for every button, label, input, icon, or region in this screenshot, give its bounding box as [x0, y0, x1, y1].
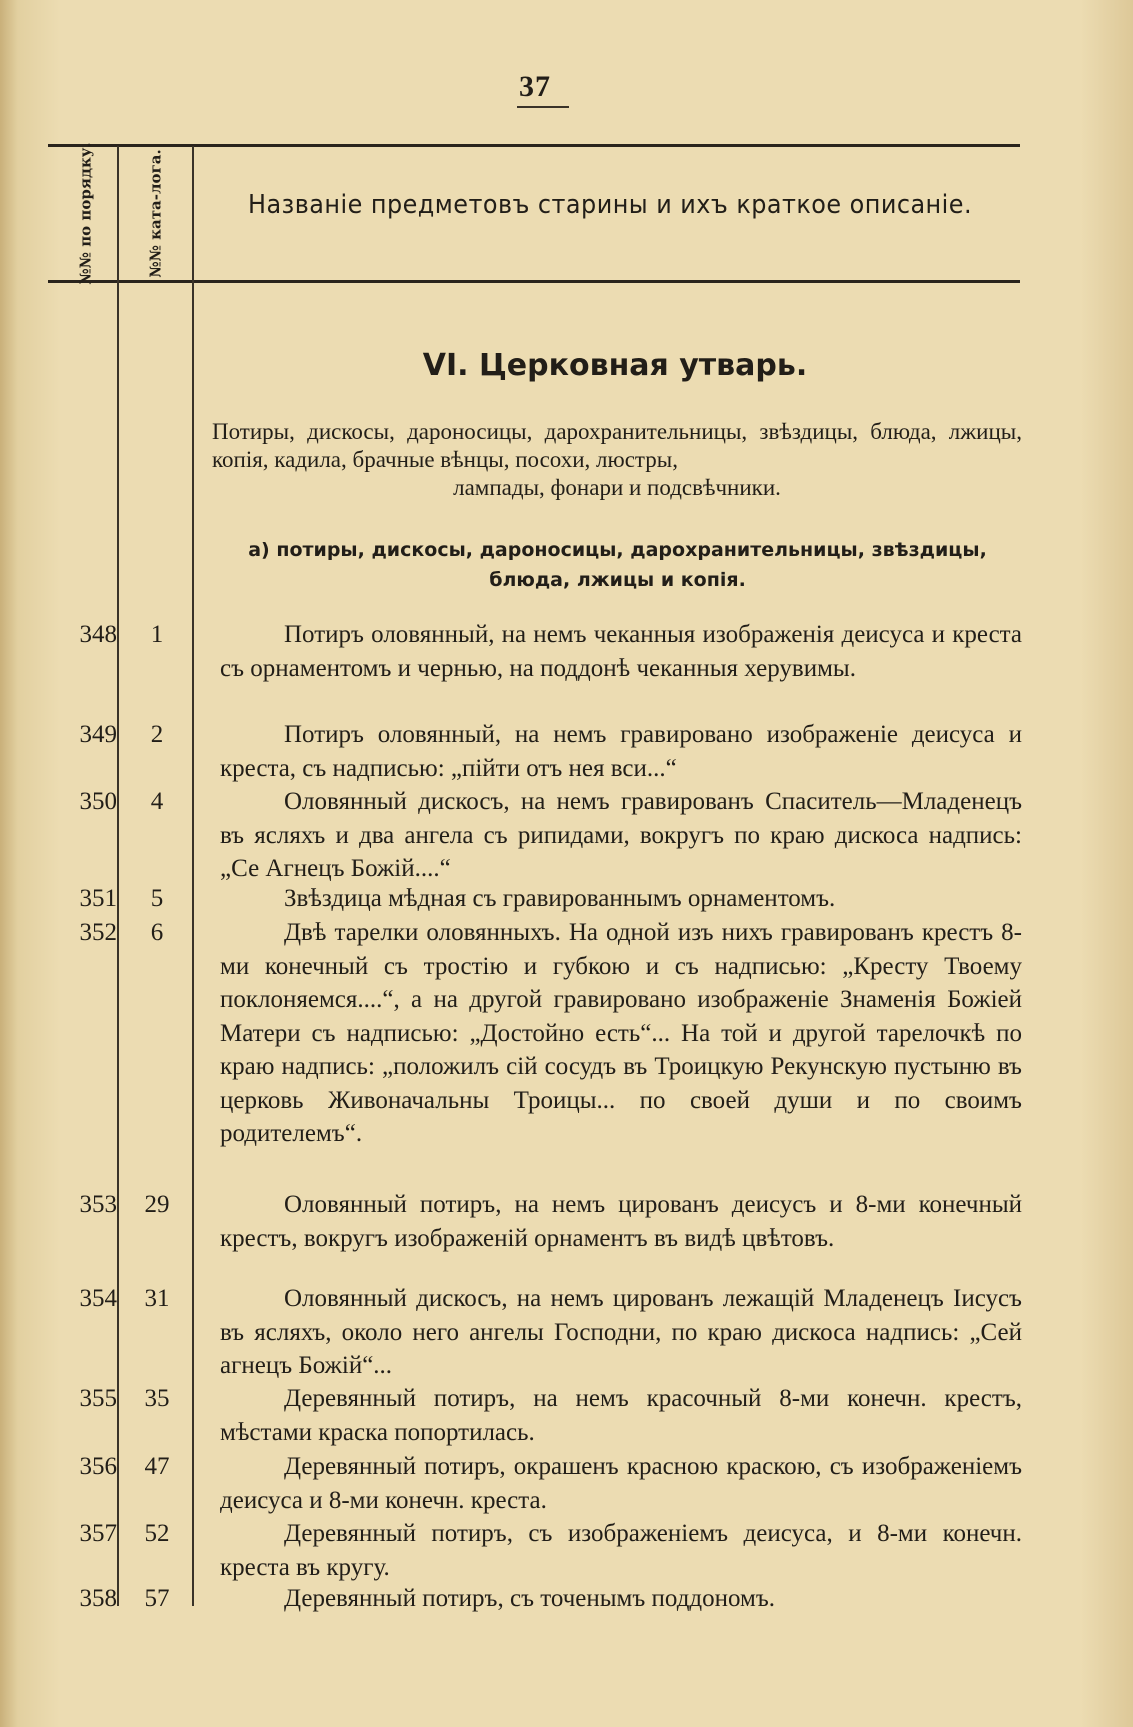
- entry-number: 349: [79, 721, 117, 748]
- entry-catalog-number: 2: [150, 721, 164, 748]
- entry-catalog-number: 35: [144, 1385, 170, 1412]
- entry-number: 352: [79, 919, 117, 946]
- column-header-title: Названіе предметовъ старины и ихъ краткое описаніе.: [247, 190, 973, 220]
- section-intro-text: Потиры, дискосы, дароносицы, дарохранительницы, звѣздицы, блюда, лжицы, копія, кадила, брачные вѣнцы, посохи, люстры,: [212, 419, 1022, 472]
- entry-description: Деревянный потиръ, окрашенъ красною краскою, съ изображеніемъ деисуса и 8-ми конечн. креста.: [220, 1453, 1022, 1514]
- entry-catalog-number: 47: [144, 1453, 170, 1480]
- column-header-order-label: №№ по порядку.: [76, 141, 95, 285]
- entry-number: 357: [79, 1520, 117, 1547]
- entry-description: Потиръ оловянный, на немъ чеканныя изображенія деисуса и креста съ орнаментомъ и чернью, на поддонѣ чеканныя херувимы.: [220, 621, 1022, 682]
- entry-number: 356: [79, 1453, 117, 1480]
- column-header-catalog: [126, 148, 186, 278]
- entry-description: Деревянный потиръ, съ изображеніемъ деисуса, и 8-ми конечн. креста въ кругу.: [220, 1520, 1022, 1581]
- entry-description: Деревянный потиръ, съ точенымъ поддономъ.: [284, 1585, 776, 1612]
- entry-description: Деревянный потиръ, на немъ красочный 8-ми конечн. крестъ, мѣстами краска попортилась.: [220, 1385, 1022, 1446]
- entry-number: 348: [79, 621, 117, 648]
- entry-description: Звѣздица мѣдная съ гравированнымъ орнаментомъ.: [284, 885, 836, 912]
- entry-description: Оловянный дискосъ, на немъ цированъ лежащій Младенецъ Іисусъ въ ясляхъ, около него ангелы Господни, по краю дискоса надпись: „Сей агнецъ Божій“...: [220, 1285, 1022, 1379]
- entry-number: 350: [79, 788, 117, 815]
- entry-catalog-number: 52: [144, 1520, 170, 1547]
- entry-catalog-number: 57: [144, 1585, 170, 1612]
- entry-number: 351: [79, 885, 117, 912]
- entry-description: Двѣ тарелки оловянныхъ. На одной изъ нихъ гравированъ крестъ 8-ми конечный съ тростію и губкою и съ надписью: „Кресту Твоему поклоняемся....“, а на другой гравировано изображеніе Знаменія Божіей Матери съ надписью: „Достойно есть“... На той и другой тарелочкѣ по краю надпись: „положилъ сій сосудъ въ Троицкую Рекунскую пустыню въ церковь Живоначальны Троицы... по своей души и по своимъ родителемъ“.: [220, 919, 1022, 1147]
- entry-catalog-number: 1: [150, 621, 164, 648]
- entry-number: 353: [79, 1191, 117, 1218]
- section-title: VI. Церковная утварь.: [422, 348, 808, 383]
- section-intro-last-line: лампады, фонари и подсвѣчники.: [453, 475, 781, 500]
- entry-description: Потиръ оловянный, на немъ гравировано изображеніе деисуса и креста, съ надписью: „пійти отъ нея вси...“: [220, 721, 1022, 782]
- entry-description: Оловянный потиръ, на немъ цированъ деисусъ и 8-ми конечный крестъ, вокругъ изображеній орнаментъ въ видѣ цвѣтовъ.: [220, 1191, 1022, 1252]
- entry-description: Оловянный дискосъ, на немъ гравированъ Спаситель—Младенецъ въ ясляхъ и два ангела съ рипидами, вокругъ по краю дискоса надпись: „Се Агнецъ Божій....“: [220, 788, 1022, 882]
- entry-catalog-number: 4: [150, 788, 164, 815]
- entry-catalog-number: 29: [144, 1191, 170, 1218]
- section-intro: [212, 418, 1022, 502]
- entry-catalog-number: 31: [144, 1285, 170, 1312]
- column-header-order: [56, 141, 116, 285]
- column-header-catalog-label: №№ ката-лога.: [146, 148, 165, 278]
- entry-catalog-number: 5: [150, 885, 164, 912]
- entry-number: 358: [79, 1585, 117, 1612]
- column-divider-2: [192, 146, 194, 1606]
- entry-catalog-number: 6: [150, 919, 164, 946]
- column-divider-1: [117, 146, 119, 1606]
- subsection-heading: а) потиры, дискосы, дароносицы, дарохранительницы, звѣздицы, блюда, лжицы и копія.: [248, 539, 987, 591]
- entry-number: 354: [79, 1285, 117, 1312]
- page-number-rule: [517, 106, 569, 108]
- page-number: 37: [519, 70, 551, 103]
- entry-number: 355: [79, 1385, 117, 1412]
